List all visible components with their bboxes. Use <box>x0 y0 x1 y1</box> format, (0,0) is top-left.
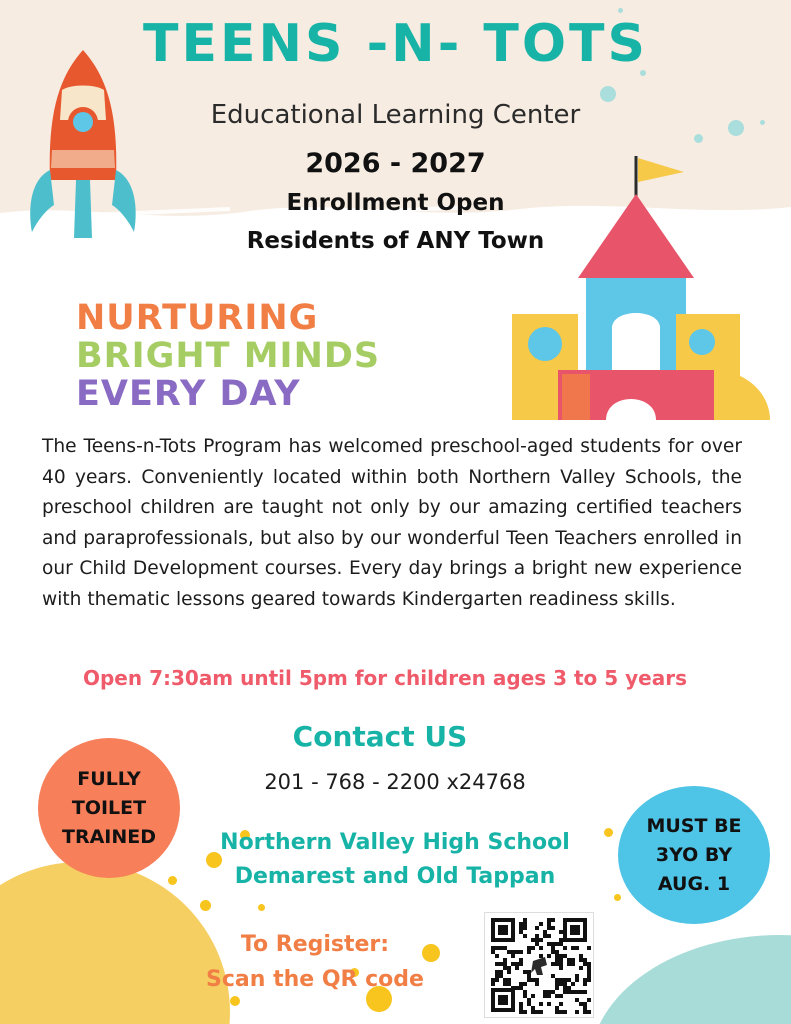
school-name: Northern Valley High School <box>220 830 570 855</box>
register-heading: To Register: <box>240 932 390 957</box>
age-requirement-badge <box>618 786 770 924</box>
tagline-line-2: BRIGHT MINDS <box>76 336 381 376</box>
badge-text: 3YO BY <box>655 843 733 866</box>
bubble-decoration <box>694 134 703 143</box>
tagline-line-1: NURTURING <box>76 298 319 338</box>
enrollment-status: Enrollment Open <box>286 190 505 216</box>
badge-text: TRAINED <box>61 825 157 848</box>
badge-text: MUST BE <box>646 814 742 837</box>
program-description: The Teens-n-Tots Program has welcomed preschool-aged students for over 40 years. Conveniently located within both Northern Valley Schools, the preschool children are taught not only by our amazing certified teachers and paraprofessionals, but also by our wonderful Teen Teachers enrolled in our Child Development courses. Every day brings a bright new experience with thematic lessons geared towards Kindergarten readiness skills. <box>42 436 742 610</box>
qr-code[interactable] <box>484 912 594 1018</box>
tagline-line-3: EVERY DAY <box>76 374 301 414</box>
toilet-trained-badge <box>38 738 180 878</box>
bubble-decoration <box>618 8 623 13</box>
badge-text: AUG. 1 <box>657 872 731 895</box>
confetti-dot <box>614 894 621 901</box>
confetti-dot <box>230 996 240 1006</box>
residents-note: Residents of ANY Town <box>246 228 545 254</box>
confetti-dot <box>200 900 211 911</box>
badge-text: FULLY <box>77 767 141 790</box>
school-locations: Demarest and Old Tappan <box>234 864 556 889</box>
register-instruction: Scan the QR code <box>206 967 424 992</box>
school-year: 2026 - 2027 <box>305 148 486 179</box>
teal-blob-decoration <box>590 935 791 1024</box>
page-title: TEENS -N- TOTS <box>143 14 648 74</box>
contact-heading: Contact US <box>292 720 468 753</box>
subtitle: Educational Learning Center <box>210 100 581 130</box>
confetti-dot <box>258 904 265 911</box>
hours-info: Open 7:30am until 5pm for children ages 3 to 5 years <box>82 666 688 690</box>
qr-code-graphic <box>485 913 593 1017</box>
badge-text: TOILET <box>71 796 147 819</box>
phone-number: 201 - 768 - 2200 x24768 <box>264 770 526 794</box>
